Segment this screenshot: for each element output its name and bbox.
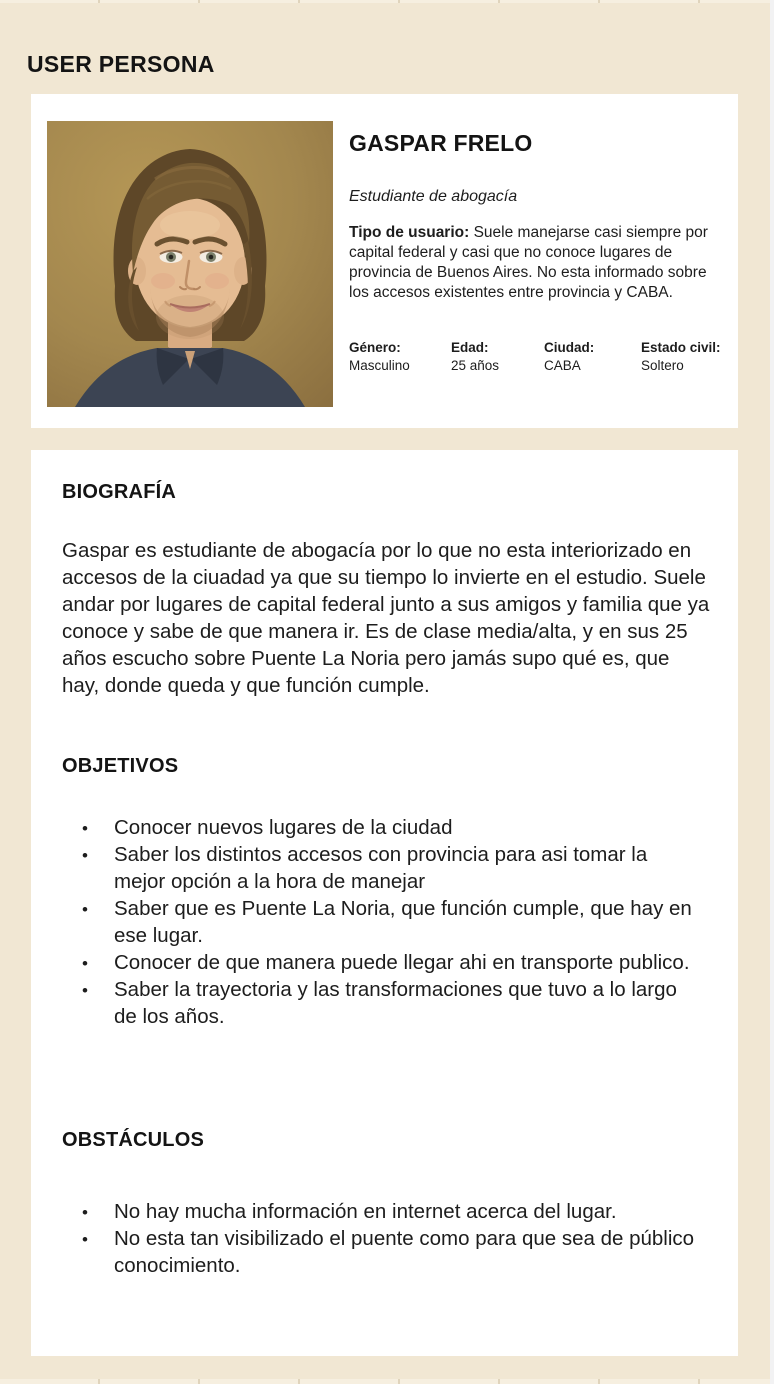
canvas-right-edge: [770, 0, 774, 1384]
demo-estado-civil-value: Soltero: [641, 358, 684, 373]
demo-edad-value: 25 años: [451, 358, 500, 373]
biografia-text: Gaspar es estudiante de abogacía por lo que no esta interiorizado en accesos de la ciuadad ya que su tiempo lo invierte en el estudio. Suele andar por lugares de capital federal junto a sus amigos y familia que ya conoce y sabe de que manera ir. Es de clase media/alta, y en sus 25 años escucho sobre Puente La Noria pero jamás supo qué es, que hay, donde queda y que función cumple.: [62, 539, 710, 697]
user-type-label: Tipo de usuario:: [349, 224, 470, 241]
demo-estado-civil-label: Estado civil:: [641, 340, 721, 355]
demographics-row: [349, 339, 724, 375]
section-heading-objetivos: OBJETIVOS: [62, 755, 179, 777]
page-title: USER PERSONA: [27, 51, 215, 78]
demo-edad-label: Edad:: [451, 340, 489, 355]
demo-ciudad-label: Ciudad:: [544, 340, 595, 355]
list-item: • Saber que es Puente La Noria, que función cumple, que hay en ese lugar.: [62, 895, 702, 949]
persona-name: GASPAR FRELO: [349, 130, 533, 156]
demo-ciudad-value: CABA: [544, 358, 581, 373]
demo-genero: [349, 339, 451, 375]
section-heading-biografia: BIOGRAFÍA: [62, 481, 177, 503]
demo-edad: [451, 339, 544, 375]
list-item: • Conocer nuevos lugares de la ciudad: [62, 814, 702, 841]
canvas-grid-edge-top: [0, 0, 770, 3]
persona-body-card: [31, 450, 738, 1356]
list-item: • No esta tan visibilizado el puente como para que sea de público conocimiento.: [62, 1225, 702, 1279]
section-heading-obstaculos: OBSTÁCULOS: [62, 1129, 204, 1151]
demo-genero-value: Masculino: [349, 358, 410, 373]
list-item: • No hay mucha información en internet acerca del lugar.: [62, 1198, 702, 1225]
persona-role: Estudiante de abogacía: [349, 188, 518, 205]
user-type-paragraph: [349, 223, 721, 303]
demo-ciudad: [544, 339, 641, 375]
demo-genero-label: Género:: [349, 340, 401, 355]
obstaculos-list: [62, 1198, 702, 1279]
persona-header-card: [31, 94, 738, 428]
demo-estado-civil: [641, 339, 721, 375]
list-item: • Conocer de que manera puede llegar ahi en transporte publico.: [62, 949, 702, 976]
persona-photo: [47, 121, 333, 407]
list-item: • Saber los distintos accesos con provincia para asi tomar la mejor opción a la hora de manejar: [62, 841, 702, 895]
portrait-illustration: [47, 121, 333, 407]
list-item: • Saber la trayectoria y las transformaciones que tuvo a lo largo de los años.: [62, 976, 702, 1030]
objetivos-list: [62, 814, 702, 1030]
persona-header-info: [348, 121, 724, 375]
user-type-text: Suele manejarse casi siempre por capital federal y casi que no conoce lugares de provincia de Buenos Aires. No esta informado sobre los accesos existentes entre provincia y CABA.: [349, 224, 708, 301]
canvas-grid-edge-bottom: [0, 1379, 770, 1384]
